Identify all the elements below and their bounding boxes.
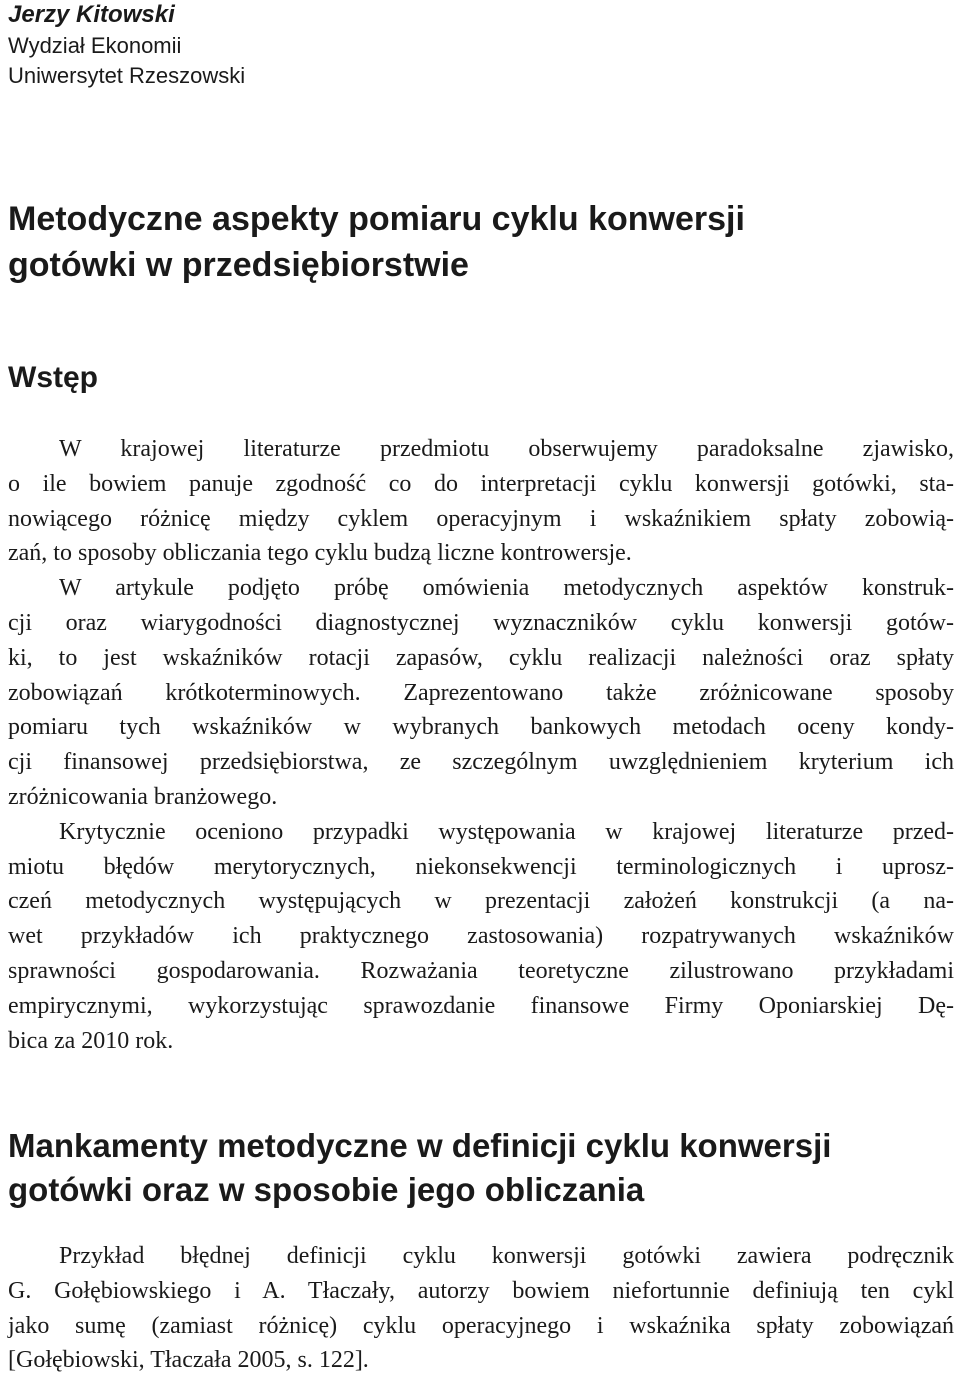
intro-paragraphs bbox=[8, 432, 954, 1058]
text-line: Krytycznie oceniono przypadki występowania w krajowej literaturze przed- bbox=[59, 818, 954, 845]
article-title bbox=[8, 196, 948, 288]
section2-paragraph bbox=[8, 1239, 954, 1378]
text-line: czeń metodycznych występujących w prezentacji założeń konstrukcji (a na- bbox=[8, 888, 954, 915]
text-line: zań, to sposoby obliczania tego cyklu budzą liczne kontrowersje. bbox=[8, 540, 632, 567]
text-line: W krajowej literaturze przedmiotu obserwujemy paradoksalne zjawisko, bbox=[59, 436, 954, 462]
text-line: empirycznymi, wykorzystując sprawozdanie finansowe Firmy Oponiarskiej Dę- bbox=[8, 992, 954, 1019]
text-line: cji oraz wiarygodności diagnostycznej wyznaczników cyklu konwersji gotów- bbox=[8, 609, 954, 636]
text-line: miotu błędów merytorycznych, niekonsekwencji terminologicznych i uprosz- bbox=[8, 853, 954, 880]
section-heading-intro: Wstęp bbox=[8, 361, 98, 394]
section-heading-methodological-flaws bbox=[8, 1124, 948, 1212]
article-title-line: gotówki w przedsiębiorstwie bbox=[8, 246, 469, 284]
article-title-line: Metodyczne aspekty pomiaru cyklu konwersji bbox=[8, 200, 745, 238]
text-line: zobowiązań krótkoterminowych. Zaprezentowano także zróżnicowane sposoby bbox=[8, 679, 954, 706]
text-line: o ile bowiem panuje zgodność co do interpretacji cyklu konwersji gotówki, sta- bbox=[8, 470, 954, 497]
text-line: wet przykładów ich praktycznego zastosowania) rozpatrywanych wskaźników bbox=[8, 923, 954, 950]
text-line: [Gołębiowski, Tłaczała 2005, s. 122]. bbox=[8, 1347, 369, 1374]
text-line: nowiącego różnicę między cyklem operacyjnym i wskaźnikiem spłaty zobowią- bbox=[8, 505, 954, 532]
text-line: G. Gołębiowskiego i A. Tłaczały, autorzy bowiem niefortunnie definiują ten cykl bbox=[8, 1277, 954, 1304]
text-line: sprawności gospodarowania. Rozważania teoretyczne zilustrowano przykładami bbox=[8, 957, 954, 984]
author-faculty: Wydział Ekonomii bbox=[8, 33, 182, 58]
text-line: Przykład błędnej definicji cyklu konwersji gotówki zawiera podręcznik bbox=[59, 1243, 954, 1269]
author-name: Jerzy Kitowski bbox=[8, 1, 175, 28]
text-line: pomiaru tych wskaźników w wybranych bankowych metodach oceny kondy- bbox=[8, 714, 954, 741]
text-line: cji finansowej przedsiębiorstwa, ze szczególnym uwzględnieniem kryterium ich bbox=[8, 749, 954, 776]
text-line: W artykule podjęto próbę omówienia metodycznych aspektów konstruk- bbox=[59, 575, 954, 602]
text-line: zróżnicowania branżowego. bbox=[8, 783, 278, 810]
text-line: jako sumę (zamiast różnicę) cyklu operacyjnego i wskaźnika spłaty zobowiązań bbox=[8, 1312, 954, 1339]
section-heading-line: Mankamenty metodyczne w definicji cyklu konwersji bbox=[8, 1127, 832, 1164]
text-line: ki, to jest wskaźników rotacji zapasów, cyklu realizacji należności oraz spłaty bbox=[8, 644, 954, 671]
section-heading-line: gotówki oraz w sposobie jego obliczania bbox=[8, 1171, 645, 1208]
text-line: bica za 2010 rok. bbox=[8, 1027, 174, 1054]
author-university: Uniwersytet Rzeszowski bbox=[8, 63, 246, 88]
